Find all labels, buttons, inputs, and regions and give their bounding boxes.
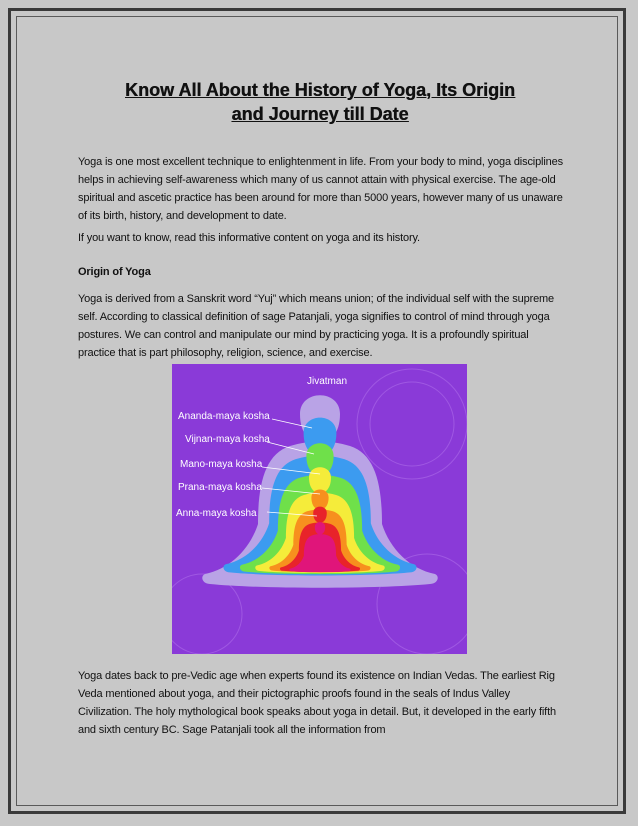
label-mano: Mano-maya kosha: [180, 459, 263, 470]
section-heading-origin: Origin of Yoga: [78, 266, 151, 278]
label-prana: Prana-maya kosha: [178, 482, 262, 493]
history-paragraph: Yoga dates back to pre-Vedic age when experts found its existence on Indian Vedas. The earliest Rig Veda mentioned about yoga, and their pictographic proofs found in the seals of Indus Valley Civilization. The holy mythological book speaks about yoga in detail. But, it developed in the early fifth and sixth century BC. Sage Patanjali took all the information from: [78, 670, 556, 736]
origin-paragraph: Yoga is derived from a Sanskrit word “Yuj” which means union; of the individual self with the supreme self. According to classical definition of sage Patanjali, yoga signifies to control of mind through yoga postures. We can control and manipulate our mind by practicing yoga. It is a profoundly spiritual practice that is part philosophy, religion, science, and exercise.: [78, 293, 555, 359]
title-line-1: Know All About the History of Yoga, Its Origin: [125, 80, 515, 100]
label-ananda: Ananda-maya kosha: [178, 411, 270, 422]
label-anna: Anna-maya kosha: [176, 508, 257, 519]
koshas-illustration: [172, 364, 467, 654]
read-more-paragraph: If you want to know, read this informative content on yoga and its history.: [78, 232, 420, 244]
page-title: [60, 78, 580, 126]
label-jivatman: Jivatman: [307, 376, 348, 387]
label-vijnan: Vijnan-maya kosha: [185, 434, 270, 445]
title-line-2: and Journey till Date: [231, 104, 409, 124]
intro-paragraph: Yoga is one most excellent technique to enlightenment in life. From your body to mind, yoga disciplines helps in achieving self-awareness which many of us cannot attain with physical exercise. The age-old spiritual and ascetic practice has been around for more than 5000 years, however many of us unaware of its birth, history, and development to date.: [78, 156, 563, 222]
